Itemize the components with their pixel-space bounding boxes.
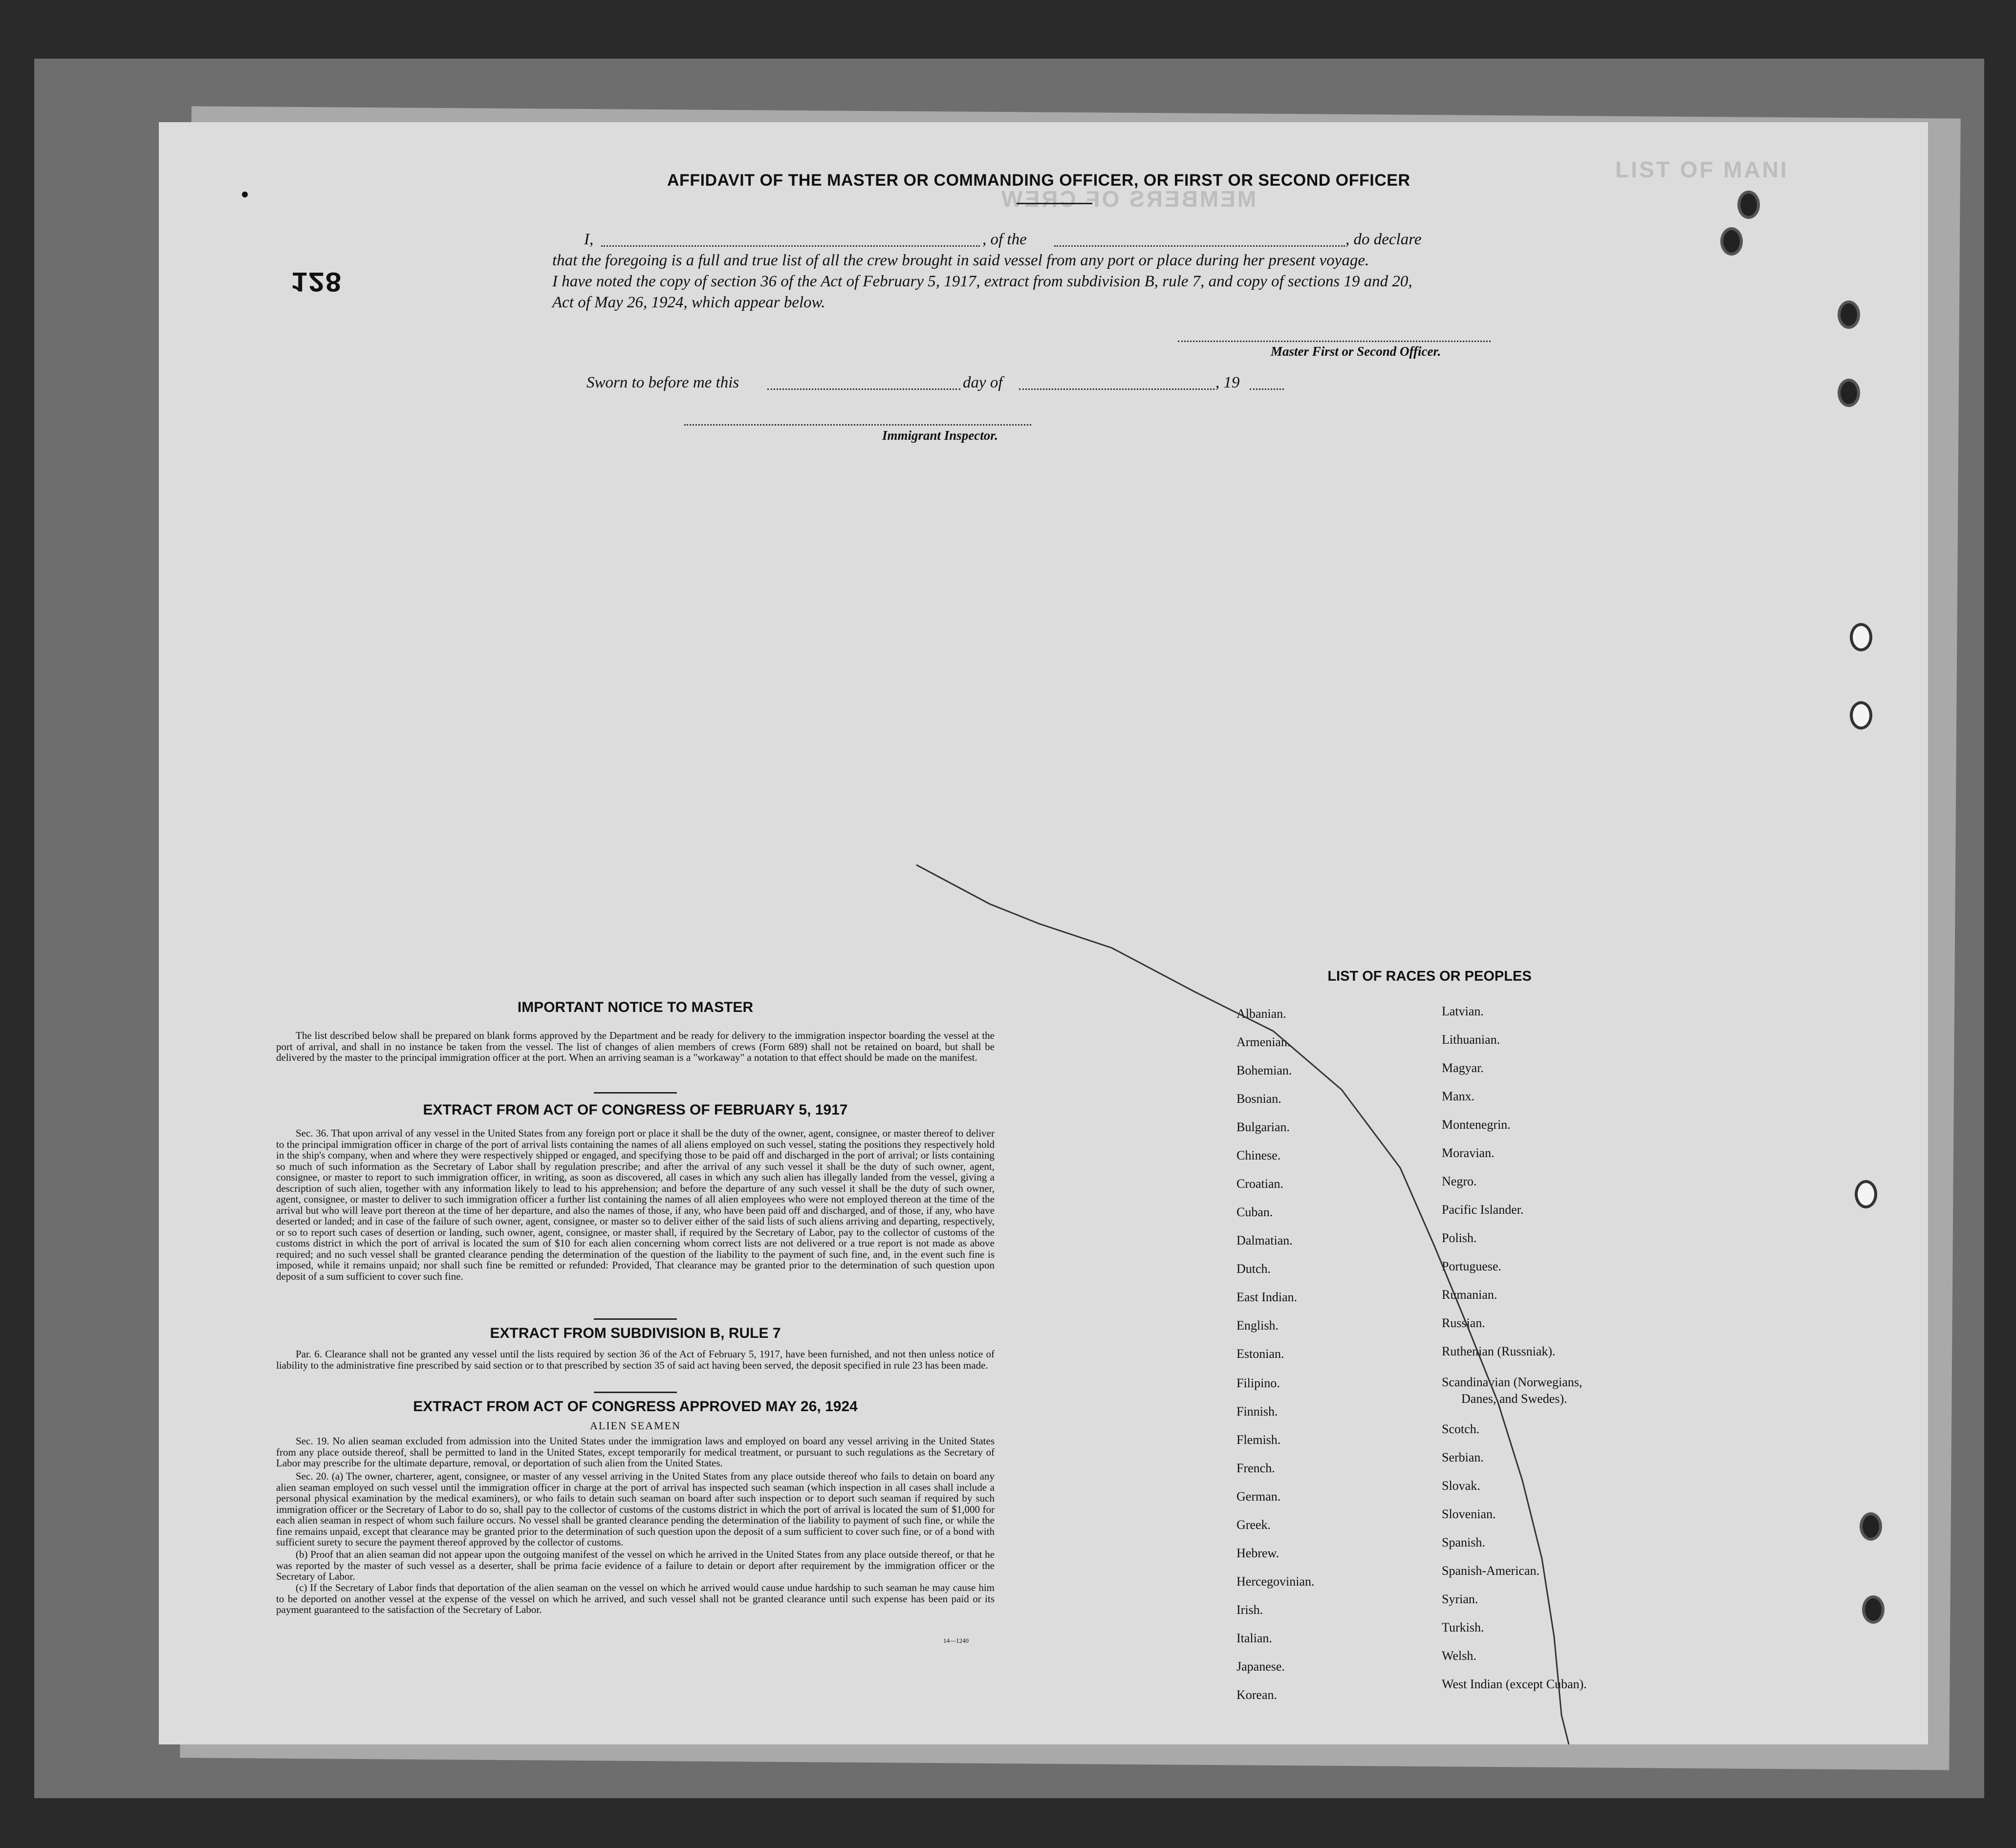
form-number: 14—1240 — [943, 1637, 969, 1644]
race-right-7: Negro. — [1442, 1174, 1477, 1188]
race-right-3: Magyar. — [1442, 1061, 1484, 1075]
race-left-7: Croatian. — [1236, 1177, 1284, 1191]
race-left-15: Finnish. — [1236, 1404, 1278, 1418]
race-left-5: Bulgarian. — [1236, 1120, 1290, 1134]
race-right-21: Syrian. — [1442, 1592, 1478, 1606]
page-stamp-number: 128 — [291, 264, 342, 296]
rule7-title: EXTRACT FROM SUBDIVISION B, RULE 7 — [490, 1325, 781, 1341]
alien-seamen-subtitle: ALIEN SEAMEN — [590, 1419, 681, 1432]
race-right-9: Polish. — [1442, 1231, 1477, 1245]
declaration-do-declare: , do declare — [1345, 231, 1422, 248]
bleed-through-heading-left: LIST OF MANI — [1615, 157, 1789, 182]
race-right-11: Rumanian. — [1442, 1288, 1497, 1302]
sworn-day-of: day of — [963, 374, 1003, 391]
section-20a-text: Sec. 20. (a) The owner, charterer, agent, consignee, or master of any vessel arriving in the United States from any place outside thereof who fails to detain on board any alien seaman employed on such vessel until the immigration officer in charge at the port of arrival has inspected such seaman (which inspection in all cases shall include a personal physical examination by the medical examiners), or who fails to detain such seaman on board after such inspection or to deport such seaman if required by such immigration officer or the Secretary of Labor to do so, shall pay to the collector of customs of the customs district in which the port of arrival is located the sum of $1,000 for each alien seaman in respect of whom such failure occurs. No vessel shall be granted clearance pending the determination of the liability to payment of such fine, or while the fine remains unpaid, except that clearance may be granted prior to the determination of such question upon the deposit of a sum sufficient to cover such fine, or of a bond with sufficient surety to secure the payment thereof approved by the collector of customs. — [276, 1470, 995, 1548]
declaration-of-the: , of the — [982, 231, 1027, 248]
race-left-24: Japanese. — [1236, 1659, 1285, 1674]
declaration-i: I, — [584, 231, 594, 248]
document-page — [159, 122, 1928, 1744]
master-signature-label: Master First or Second Officer. — [1271, 344, 1441, 359]
section-20c-text: (c) If the Secretary of Labor finds that deportation of the alien seaman on the vessel on which he arrived would cause undue hardship to such seaman he may cause him to be deported on another vessel at the expense of the vessel on which he arrived, and such vessel shall not be granted clearance until such expense has been paid or its payment guaranteed to the satisfaction of the Secretary of Labor. — [276, 1582, 995, 1615]
extract-1917-body: Sec. 36. That upon arrival of any vessel in the United States from any foreign port or place it shall be the duty of the owner, agent, consignee, or master thereof to deliver to the principal immigration officer in charge of the port of arrival lists containing the names of all aliens employed on such vessel, stating the positions they respectively hold in the ship's company, when and where they were respectively shipped or engaged, and specifying those to be paid off and discharged in the port of arrival; or lists containing so much of such information as the Secretary of Labor shall by regulation prescribe; and after the arrival of any such vessel it shall be the duty of such owner, agent, consignee, or master to report to such immigration officer, in writing, as soon as discovered, all cases in which any such alien has illegally landed from the vessel, giving a description of such alien, together with any information likely to lead to his apprehension; and before the departure of any such vessel it shall be the duty of such owner, agent, consignee, or master to deliver to such immigration officer a further list containing the names of all alien employees who were not employed thereon at the time of the arrival but who will leave port thereon at the time of her departure, and also the names of those, if any, who have been paid off and discharged, and of those, if any, who have deserted or landed; and in case of the failure of such owner, agent, consignee, or master so to deliver either of the said lists of such aliens arriving and departing, respectively, or so to report such cases of desertion or landing, such owner, agent, consignee, or master shall, if required by the Secretary of Labor, pay to the collector of customs of the customs district in which the port of arrival is located the sum of $10 for each alien concerning whom correct lists are not delivered or a true report is not made as above required; and no such vessel shall be granted clearance pending the determination of the question of the liability to the payment of such fine, and, in the event such fine is imposed, while it remains unpaid; nor shall such fine be remitted or refunded: Provided, That clearance may be granted prior to the determination of such question upon deposit of a sum sufficient to cover such fine. — [276, 1127, 995, 1282]
race-right-12: Russian. — [1442, 1316, 1485, 1330]
sworn-prefix: Sworn to before me this — [586, 374, 739, 391]
race-left-9: Dalmatian. — [1236, 1233, 1293, 1247]
race-left-12: English. — [1236, 1318, 1279, 1332]
race-left-16: Flemish. — [1236, 1433, 1281, 1447]
rule7-body: Par. 6. Clearance shall not be granted any vessel until the lists required by section 36 of the Act of February 5, 1917, have been furnished, and not then unless notice of liability to the administrative fine prescribed by said section or to that prescribed by section 35 of said act having been served, the deposit specified in rule 23 has been made. — [276, 1348, 995, 1371]
race-right-20: Spanish-American. — [1442, 1564, 1540, 1578]
race-left-8: Cuban. — [1236, 1205, 1273, 1219]
race-left-23: Italian. — [1236, 1631, 1272, 1645]
race-left-20: Hebrew. — [1236, 1546, 1279, 1560]
race-right-13: Ruthenian (Russniak). — [1442, 1344, 1556, 1358]
race-right-10: Portuguese. — [1442, 1259, 1502, 1273]
race-left-21: Hercegovinian. — [1236, 1574, 1315, 1589]
race-right-17: Slovak. — [1442, 1479, 1480, 1493]
race-right-14: Scandinavian (Norwegians, — [1442, 1375, 1582, 1389]
race-left-22: Irish. — [1236, 1603, 1263, 1617]
race-right-18: Slovenian. — [1442, 1507, 1496, 1521]
race-right-23: Welsh. — [1442, 1649, 1476, 1663]
race-left-17: French. — [1236, 1461, 1275, 1475]
race-right-19: Spanish. — [1442, 1535, 1485, 1549]
affidavit-title: AFFIDAVIT OF THE MASTER OR COMMANDING OFFICER, OR FIRST OR SECOND OFFICER — [667, 171, 1410, 190]
section-20b-text: (b) Proof that an alien seaman did not appear upon the outgoing manifest of the vessel on which he arrived in the United States from any place outside thereof, or that he was reported by the master of such vessel as a deserter, shall be prima facie evidence of a failure to detain or deport after requirement by the immigration officer or the Secretary of Labor. — [276, 1548, 995, 1582]
race-left-14: Filipino. — [1236, 1376, 1280, 1390]
race-right-6: Moravian. — [1442, 1146, 1495, 1160]
races-title: LIST OF RACES OR PEOPLES — [1327, 968, 1532, 984]
race-right-22: Turkish. — [1442, 1620, 1484, 1634]
race-right-8: Pacific Islander. — [1442, 1203, 1524, 1217]
race-left-1: Albanian. — [1236, 1007, 1286, 1021]
declaration-line-4: Act of May 26, 1924, which appear below. — [552, 294, 825, 311]
race-left-19: Greek. — [1236, 1518, 1271, 1532]
race-right-16: Serbian. — [1442, 1450, 1484, 1464]
race-left-25: Korean. — [1236, 1688, 1278, 1702]
race-right-1: Latvian. — [1442, 1004, 1484, 1018]
declaration-line-2: that the foregoing is a full and true list of all the crew brought in said vessel from any port or place during her present voyage. — [552, 252, 1369, 269]
race-right-14b: Danes, and Swedes). — [1461, 1392, 1567, 1406]
extract-1917-title: EXTRACT FROM ACT OF CONGRESS OF FEBRUARY 5, 1917 — [423, 1102, 848, 1118]
section-19-text: Sec. 19. No alien seaman excluded from admission into the United States under the immigration laws and employed on board any vessel arriving in the United States from any place outside thereof, shall be permitted to land in the United States, except temporarily for medical treatment, or pursuant to such regulations as the Secretary of Labor may prescribe for the ultimate departure, removal, or deportation of such alien from the United States. — [276, 1435, 995, 1469]
race-left-13: Estonian. — [1236, 1347, 1284, 1361]
race-left-2: Armenian. — [1236, 1035, 1291, 1049]
race-right-5: Montenegrin. — [1442, 1117, 1511, 1132]
sworn-year: , 19 — [1215, 374, 1240, 391]
race-right-2: Lithuanian. — [1442, 1032, 1500, 1047]
race-left-3: Bohemian. — [1236, 1063, 1292, 1077]
declaration-line-3: I have noted the copy of section 36 of the Act of February 5, 1917, extract from subdivision B, rule 7, and copy of sections 19 and 20, — [552, 273, 1412, 290]
race-left-6: Chinese. — [1236, 1148, 1281, 1162]
race-left-4: Bosnian. — [1236, 1092, 1281, 1106]
race-left-18: German. — [1236, 1489, 1281, 1504]
race-left-11: East Indian. — [1236, 1290, 1298, 1304]
bleed-through-heading-right: MEMBERS OF CREW — [999, 186, 1257, 212]
notice-title: IMPORTANT NOTICE TO MASTER — [517, 999, 754, 1015]
extract-1924-title: EXTRACT FROM ACT OF CONGRESS APPROVED MAY 26, 1924 — [413, 1398, 858, 1415]
notice-body: The list described below shall be prepared on blank forms approved by the Department and be ready for delivery to the immigration inspector boarding the vessel at the port of arrival, and shall in no instance be taken from the vessel. The list of changes of alien members of crews (Form 689) shall not be retained on board, but shall be delivered by the master to the principal immigration officer at the port. When an arriving seaman is a "workaway" a notation to that effect should be made on the manifest. — [276, 1030, 995, 1063]
race-right-4: Manx. — [1442, 1089, 1475, 1103]
paper-crack — [159, 122, 1928, 1744]
race-left-10: Dutch. — [1236, 1262, 1271, 1276]
inspector-signature-label: Immigrant Inspector. — [882, 428, 998, 443]
race-right-15: Scotch. — [1442, 1422, 1480, 1436]
race-right-24: West Indian (except Cuban). — [1442, 1677, 1587, 1691]
